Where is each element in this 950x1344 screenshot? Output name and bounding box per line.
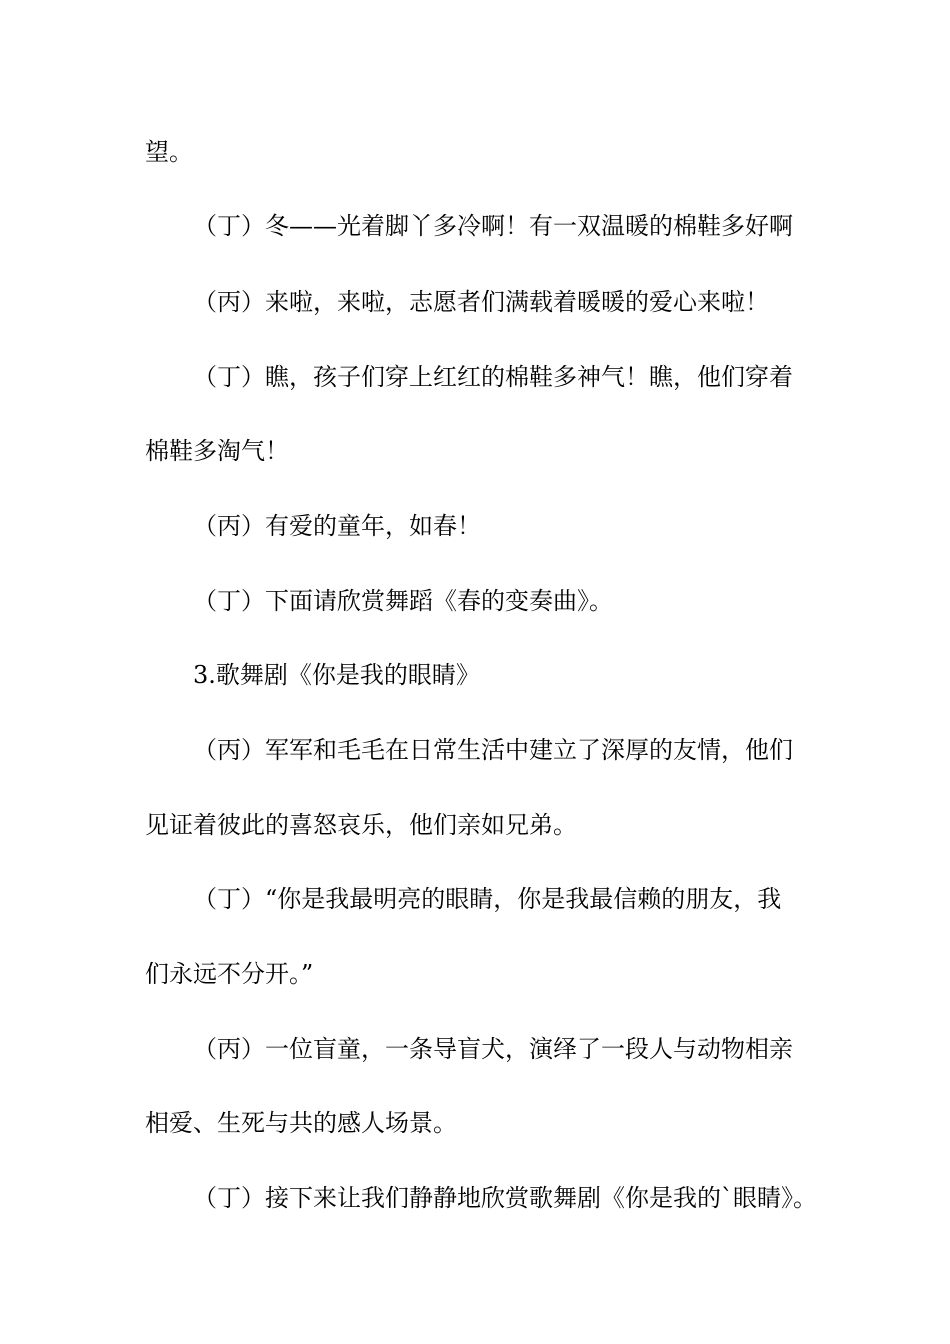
text-line: 相爱、生死与共的感人场景。 xyxy=(145,1109,457,1137)
text-line: （丁）接下来让我们静静地欣赏歌舞剧《你是我的`眼睛》。 xyxy=(193,1184,817,1212)
section-heading: 3.歌舞剧《你是我的眼睛》 xyxy=(193,661,480,689)
text-line: （丁）冬——光着脚丫多冷啊！有一双温暖的棉鞋多好啊 xyxy=(193,212,793,240)
text-line: 见证着彼此的喜怒哀乐，他们亲如兄弟。 xyxy=(145,811,577,839)
text-line: （丙）有爱的童年，如春！ xyxy=(193,512,481,540)
text-line: （丙）一位盲童，一条导盲犬，演绎了一段人与动物相亲 xyxy=(193,1035,793,1063)
text-line: （丁）“你是我最明亮的眼睛，你是我最信赖的朋友，我 xyxy=(193,885,782,913)
text-line: （丙）来啦，来啦，志愿者们满载着暖暖的爱心来啦！ xyxy=(193,288,769,316)
text-line: （丁）瞧，孩子们穿上红红的棉鞋多神气！瞧，他们穿着 xyxy=(193,363,793,391)
text-line: 们永远不分开。” xyxy=(145,960,314,988)
text-line: 望。 xyxy=(145,138,193,166)
text-line: （丙）军军和毛毛在日常生活中建立了深厚的友情，他们 xyxy=(193,736,793,764)
text-line: 棉鞋多淘气！ xyxy=(145,437,289,465)
text-line: （丁）下面请欣赏舞蹈《春的变奏曲》。 xyxy=(193,587,613,615)
